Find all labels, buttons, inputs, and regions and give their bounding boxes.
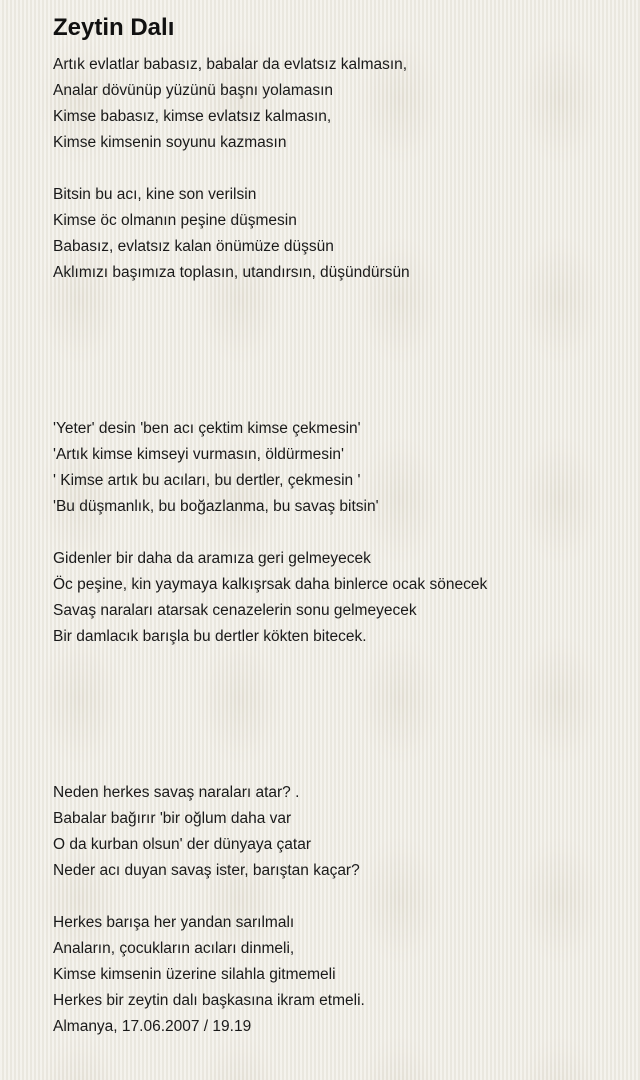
poem-line: ' Kimse artık bu acıları, bu dertler, çekmesin ' (53, 472, 361, 489)
poem-line: Artık evlatlar babasız, babalar da evlatsız kalmasın, (53, 56, 408, 73)
poem-line: Savaş naraları atarsak cenazelerin sonu gelmeyecek (53, 602, 417, 619)
section-spacer (53, 650, 633, 780)
poem-line: Kimse kimsenin üzerine silahla gitmemeli (53, 966, 336, 983)
poem-line: Bir damlacık barışla bu dertler kökten bitecek. (53, 628, 367, 645)
stanza-spacer (53, 156, 633, 182)
poem-line: Öc peşine, kin yaymaya kalkışrsak daha binlerce ocak sönecek (53, 576, 488, 593)
section-spacer (53, 286, 633, 416)
poem-line: Analar dövünüp yüzünü başnı yolamasın (53, 82, 334, 99)
poem-line: Kimse öc olmanın peşine düşmesin (53, 212, 297, 229)
poem-line: O da kurban olsun' der dünyaya çatar (53, 836, 312, 853)
poem-line: Neden herkes savaş naraları atar? . (53, 784, 300, 801)
stanza-spacer (53, 884, 633, 910)
stanza-6 (53, 910, 633, 1014)
poem-line: 'Artık kimse kimseyi vurmasın, öldürmesin' (53, 446, 345, 463)
poem-line: Herkes bir zeytin dalı başkasına ikram etmeli. (53, 992, 365, 1009)
poem-line: Herkes barışa her yandan sarılmalı (53, 914, 295, 931)
poem-line: Kimse babasız, kimse evlatsız kalmasın, (53, 108, 332, 125)
poem-line: Babalar bağırır 'bir oğlum daha var (53, 810, 292, 827)
poem-line: Gidenler bir daha da aramıza geri gelmeyecek (53, 550, 371, 567)
stanza-2 (53, 182, 633, 286)
poem-title: Zeytin Dalı (53, 14, 175, 41)
poem-line: 'Yeter' desin 'ben acı çektim kimse çekmesin' (53, 420, 361, 437)
stanza-4 (53, 546, 633, 650)
poem-line: Anaların, çocukların acıları dinmeli, (53, 940, 295, 957)
poem-line: Neder acı duyan savaş ister, barıştan kaçar? (53, 862, 360, 879)
poem-page (53, 14, 633, 1040)
poem-line: Babasız, evlatsız kalan önümüze düşsün (53, 238, 334, 255)
poem-line: Kimse kimsenin soyunu kazmasın (53, 134, 287, 151)
poem-body (53, 52, 633, 1040)
poem-line: 'Bu düşmanlık, bu boğazlanma, bu savaş bitsin' (53, 498, 379, 515)
poem-signature: Almanya, 17.06.2007 / 19.19 (53, 1018, 252, 1035)
stanza-3 (53, 416, 633, 520)
poem-line: Bitsin bu acı, kine son verilsin (53, 186, 257, 203)
poem-line: Aklımızı başımıza toplasın, utandırsın, düşündürsün (53, 264, 410, 281)
stanza-1 (53, 52, 633, 156)
stanza-spacer (53, 520, 633, 546)
stanza-5 (53, 780, 633, 884)
